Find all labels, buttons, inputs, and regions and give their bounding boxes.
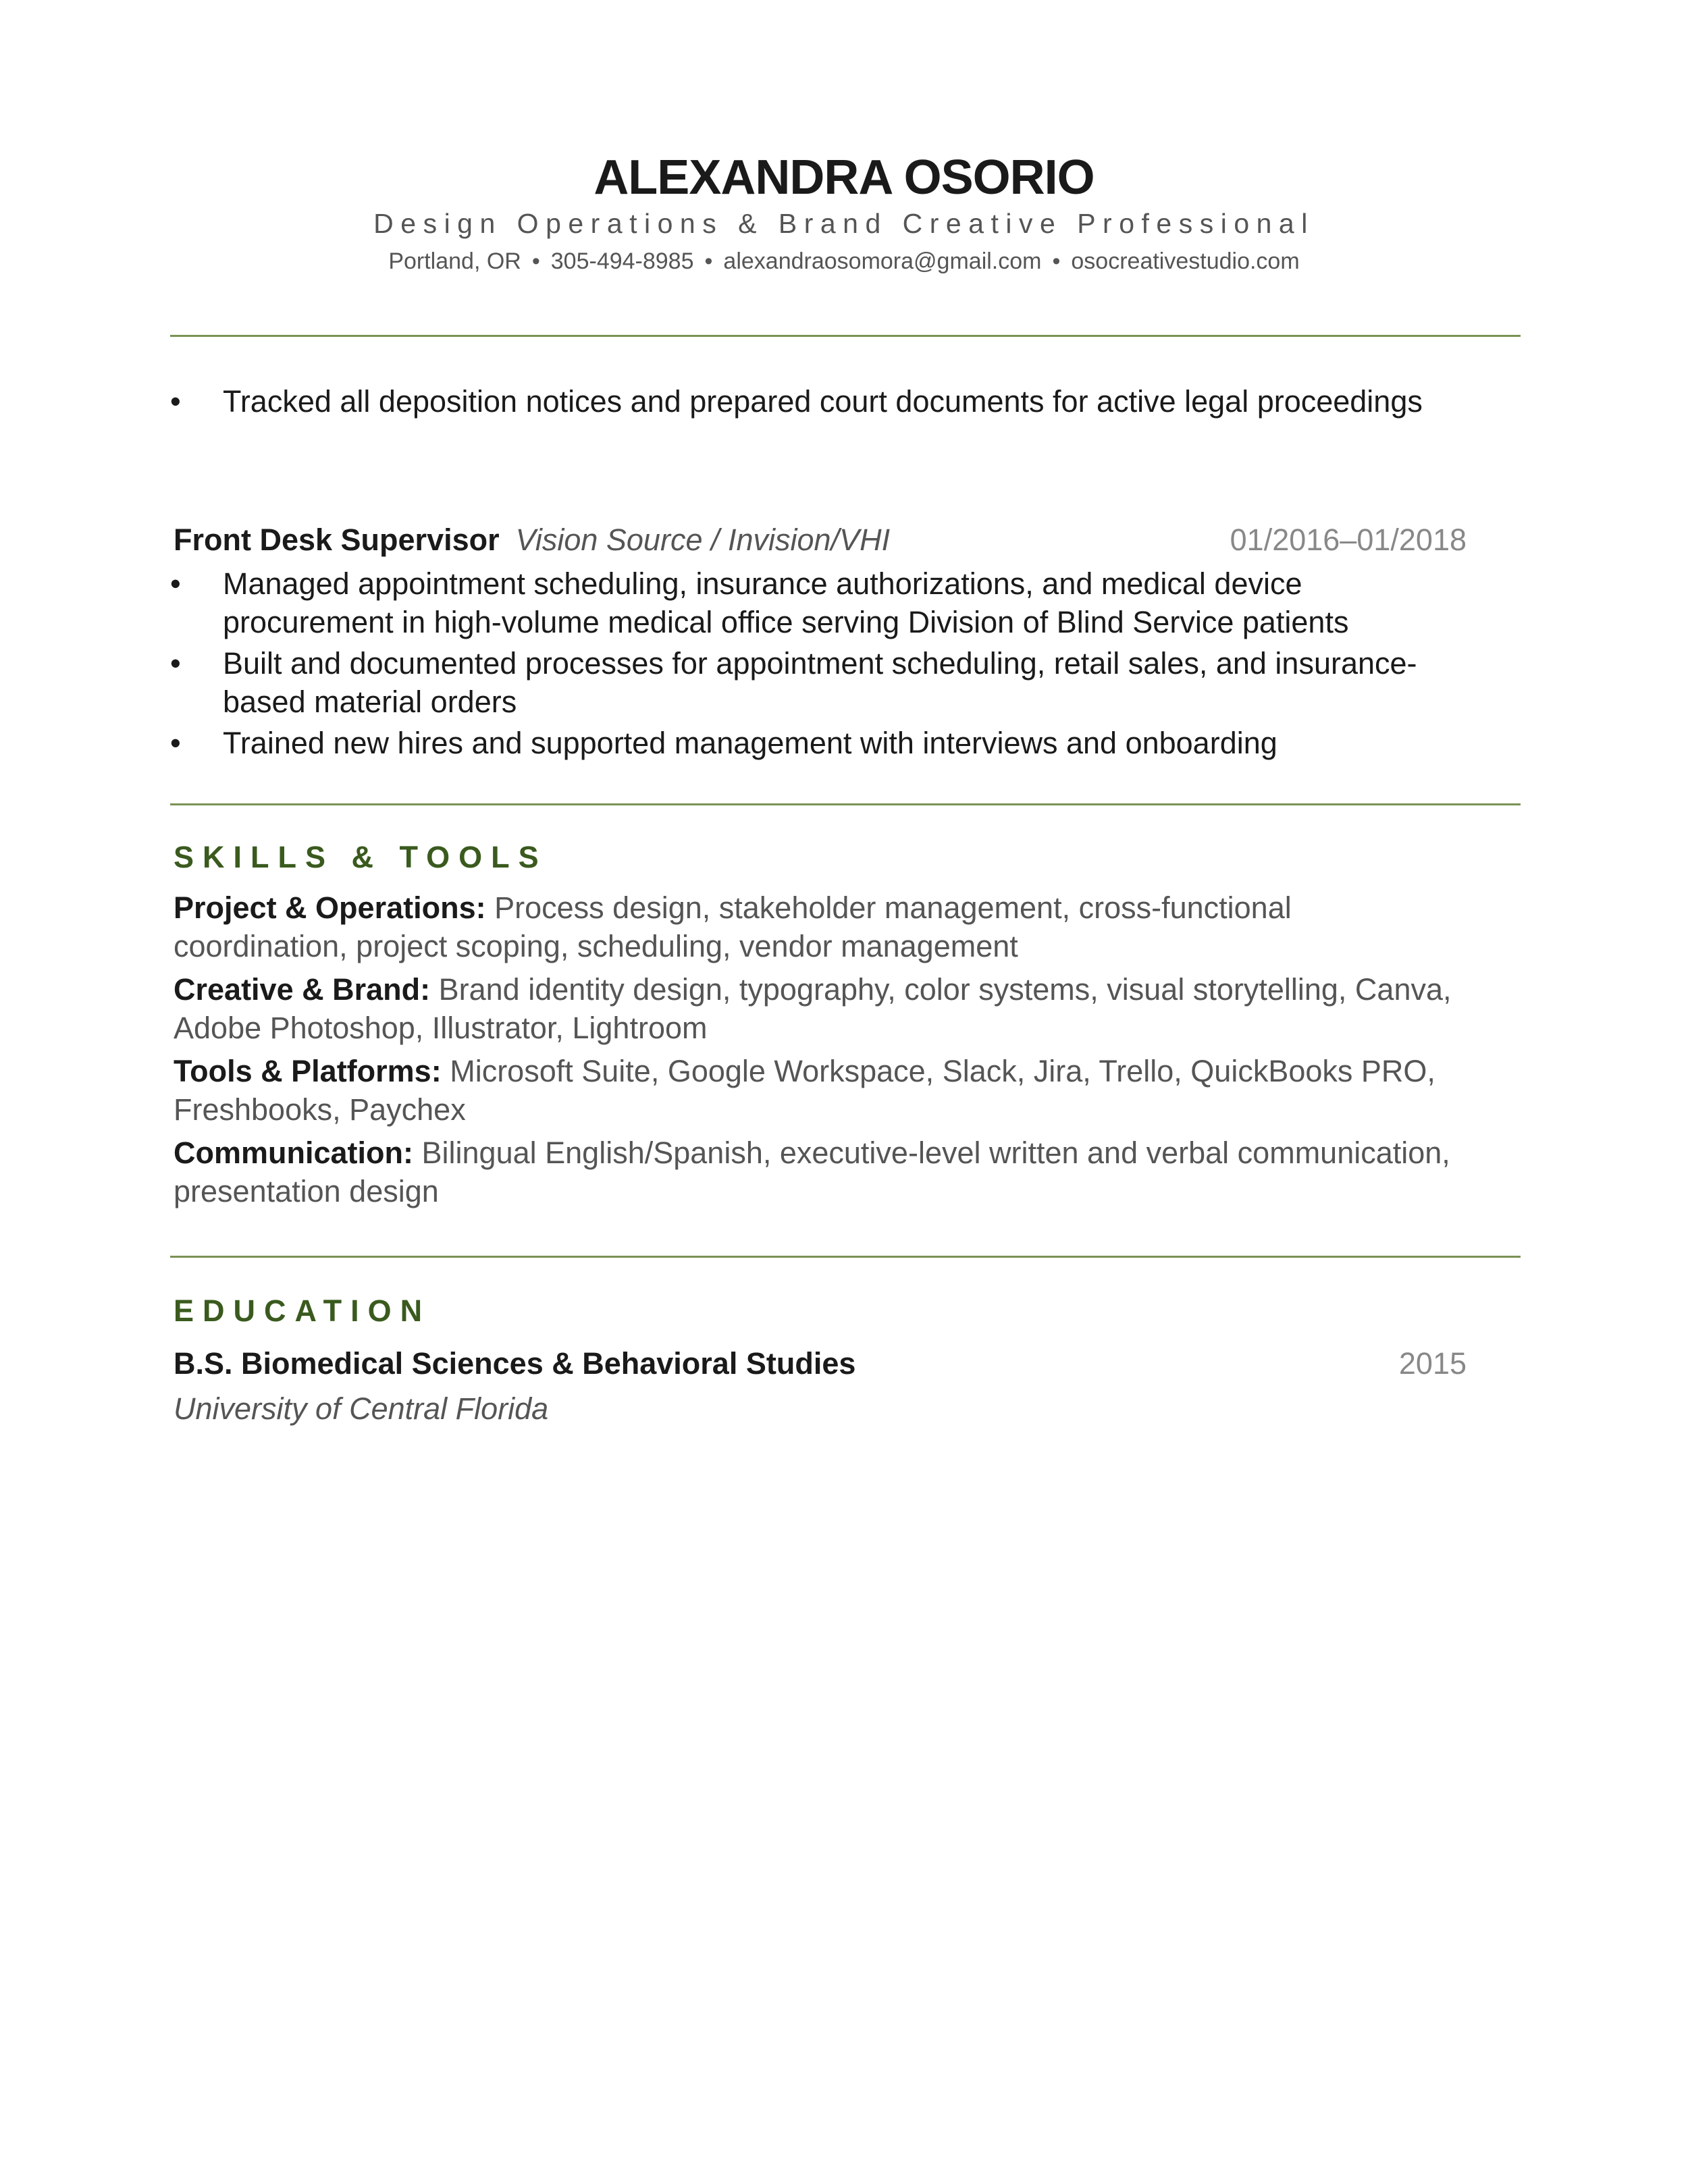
bullet-text: Built and documented processes for appointment scheduling, retail sales, and insurance-based material orders bbox=[223, 646, 1417, 719]
skill-text: Process design, stakeholder management, cross-functional coordination, project scoping, scheduling, vendor management bbox=[174, 890, 1292, 963]
contact-phone: 305-494-8985 bbox=[550, 248, 694, 274]
skill-group bbox=[174, 1052, 1470, 1129]
list-item bbox=[170, 564, 1480, 641]
job-dates: 01/2016–01/2018 bbox=[1230, 523, 1467, 557]
bullet-icon: • bbox=[170, 384, 181, 419]
job-bullets bbox=[170, 564, 1480, 762]
education-entry bbox=[174, 1343, 1467, 1384]
skill-label: Communication: bbox=[174, 1136, 413, 1170]
candidate-name: ALEXANDRA OSORIO bbox=[594, 151, 1094, 205]
skills-heading: SKILLS & TOOLS bbox=[174, 840, 548, 874]
job-company: Vision Source / Invision/VHI bbox=[515, 523, 891, 557]
contact-line bbox=[0, 244, 1688, 278]
bullet-icon: • bbox=[170, 646, 181, 681]
divider-experience bbox=[170, 803, 1521, 805]
divider-skills bbox=[170, 1256, 1521, 1258]
skill-text: Microsoft Suite, Google Workspace, Slack, Jira, Trello, QuickBooks PRO, Freshbooks, Paychex bbox=[174, 1054, 1435, 1127]
bullet-text: Trained new hires and supported management with interviews and onboarding bbox=[223, 726, 1277, 760]
prior-job-bullets bbox=[170, 382, 1480, 421]
education-heading: EDUCATION bbox=[174, 1294, 431, 1328]
contact-separator: • bbox=[531, 248, 540, 274]
bullet-icon: • bbox=[170, 566, 181, 601]
skill-label: Project & Operations: bbox=[174, 890, 486, 925]
job-title: Front Desk Supervisor bbox=[174, 523, 500, 557]
education-year: 2015 bbox=[1398, 1346, 1467, 1381]
list-item bbox=[170, 644, 1480, 721]
skill-group bbox=[174, 970, 1470, 1047]
bullet-text: Managed appointment scheduling, insurance authorizations, and medical device procurement in high-volume medical office serving Division of Blind Service patients bbox=[223, 566, 1349, 639]
bullet-text: Tracked all deposition notices and prepared court documents for active legal proceedings bbox=[223, 384, 1423, 419]
contact-website: osocreativestudio.com bbox=[1071, 248, 1300, 274]
contact-location: Portland, OR bbox=[388, 248, 521, 274]
list-item bbox=[170, 382, 1480, 421]
contact-separator: • bbox=[704, 248, 713, 274]
job-entry-header bbox=[174, 520, 1467, 560]
education-degree: B.S. Biomedical Sciences & Behavioral Studies bbox=[174, 1346, 856, 1381]
skill-group bbox=[174, 888, 1470, 965]
skill-label: Tools & Platforms: bbox=[174, 1054, 442, 1088]
skill-label: Creative & Brand: bbox=[174, 972, 431, 1007]
bullet-icon: • bbox=[170, 726, 181, 760]
candidate-tagline: Design Operations & Brand Creative Professional bbox=[373, 208, 1315, 239]
skill-text: Bilingual English/Spanish, executive-level written and verbal communication, presentation design bbox=[174, 1136, 1450, 1208]
skill-group bbox=[174, 1134, 1470, 1210]
skill-text: Brand identity design, typography, color systems, visual storytelling, Canva, Adobe Photoshop, Illustrator, Lightroom bbox=[174, 972, 1452, 1045]
divider-header bbox=[170, 335, 1521, 337]
list-item bbox=[170, 724, 1480, 762]
contact-separator: • bbox=[1052, 248, 1061, 274]
contact-email: alexandraosomora@gmail.com bbox=[723, 248, 1042, 274]
education-school: University of Central Florida bbox=[174, 1391, 549, 1426]
